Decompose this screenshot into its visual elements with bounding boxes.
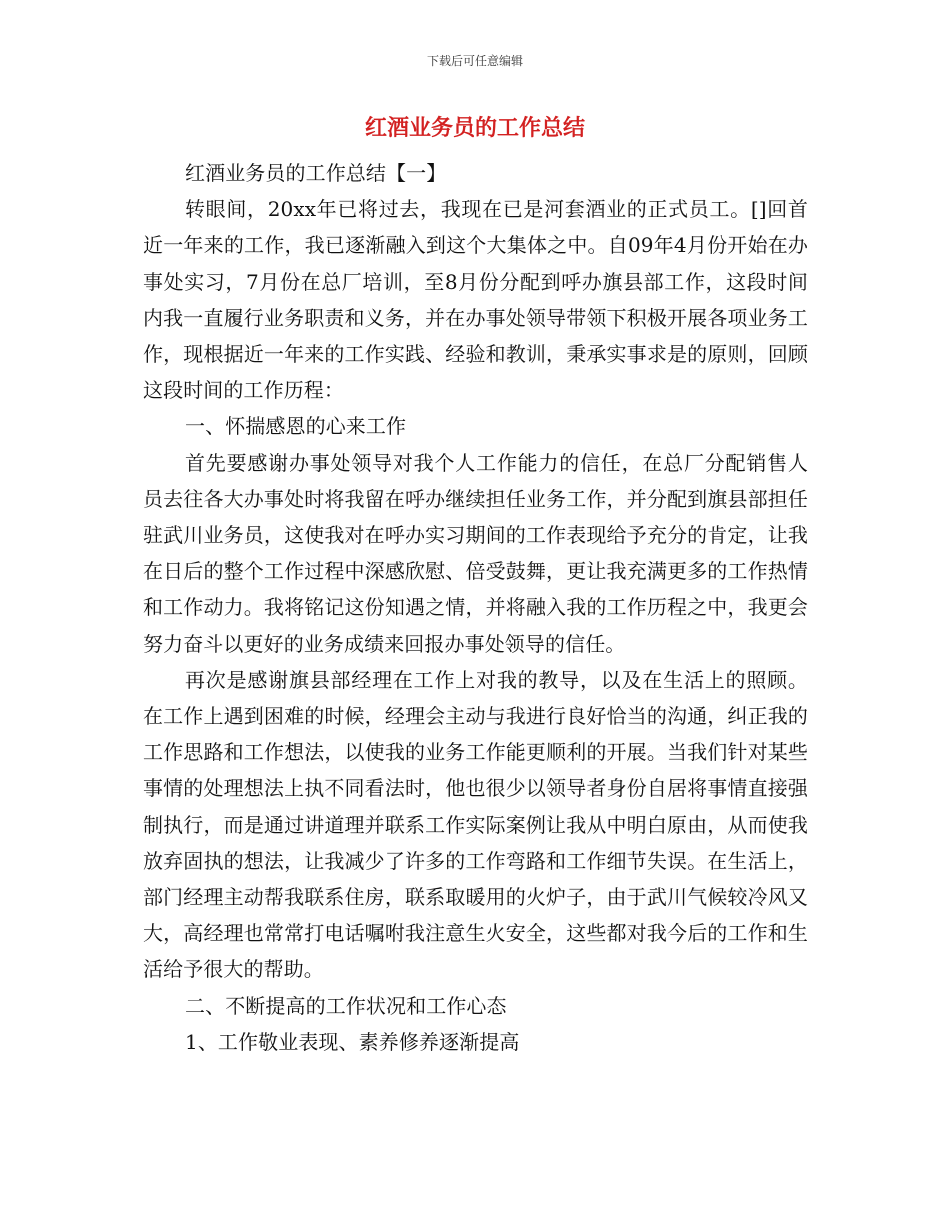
document-body (143, 155, 808, 1060)
section-heading: 红酒业务员的工作总结【一】 (185, 161, 447, 185)
paragraph-thanks-manager: 再次是感谢旗县部经理在工作上对我的教导，以及在生活上的照顾。在工作上遇到困难的时候，经理会主动与我进行良好恰当的沟通，纠正我的工作思路和工作想法，以使我的业务工作能更顺利的开展。当我们针对某些事情的处理想法上执不同看法时，他也很少以领导者身份自居将事情直接强制执行，而是通过讲道理并联系工作实际案例让我从中明白原由，从而使我放弃固执的想法，让我减少了许多的工作弯路和工作细节失误。在生活上，部门经理主动帮我联系住房，联系取暖用的火炉子，由于武川气候较冷风又大，高经理也常常打电话嘱咐我注意生火安全，这些都对我今后的工作和生活给予很大的帮助。 (143, 667, 808, 982)
header-note: 下载后可任意编辑 (426, 54, 523, 68)
heading-gratitude: 一、怀揣感恩的心来工作 (185, 414, 407, 439)
paragraph-intro: 转眼间，20xx年已将过去，我现在已是河套酒业的正式员工。[]回首近一年来的工作，我已逐渐融入到这个大集体之中。自09年4月份开始在办事处实习，7月份在总厂培训，至8月份分配到呼办旗县部工作，这段时间内我一直履行业务职责和义务，并在办事处领导带领下积极开展各项业务工作，现根据近一年来的工作实践、经验和教训，秉承实事求是的原则，回顾这段时间的工作历程： (143, 197, 808, 403)
paragraph-thanks-office: 首先要感谢办事处领导对我个人工作能力的信任，在总厂分配销售人员去往各大办事处时将我留在呼办继续担任业务工作，并分配到旗县部担任驻武川业务员，这使我对在呼办实习期间的工作表现给予充分的肯定，让我在日后的整个工作过程中深感欣慰、倍受鼓舞，更让我充满更多的工作热情和工作动力。我将铭记这份知遇之情，并将融入我的工作历程之中，我更会努力奋斗以更好的业务成绩来回报办事处领导的信任。 (143, 450, 808, 656)
heading-work-status: 二、不断提高的工作状况和工作心态 (185, 993, 507, 1018)
subheading-dedication: 1、工作敬业表现、素养修养逐渐提高 (185, 1029, 520, 1054)
document-title: 红酒业务员的工作总结 (364, 116, 585, 141)
